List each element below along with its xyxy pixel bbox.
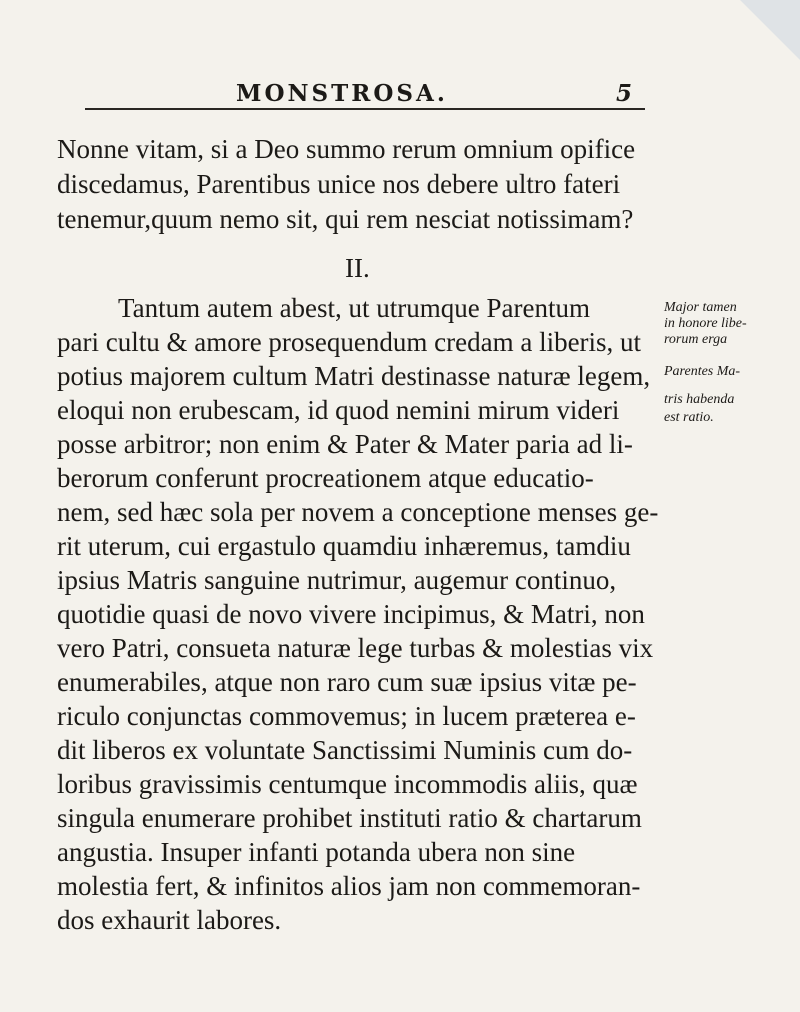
text-line: dos exhaurit labores. [57,905,282,935]
page-corner [740,0,800,60]
text-line: eloqui non erubescam, id quod nemini mirum videri [57,395,620,425]
text-line: dit liberos ex voluntate Sanctissimi Numinis cum do- [57,735,633,765]
margin-note-line: Major tamen [664,300,737,315]
margin-note-line: tris habenda [664,392,735,407]
margin-note-line: est ratio. [664,410,714,425]
text-line: singula enumerare prohibet instituti ratio & chartarum [57,803,642,833]
text-line: berorum conferunt procreationem atque educatio- [57,463,594,493]
page-number: 5 [616,80,633,107]
text-line: Nonne vitam, si a Deo summo rerum omnium opifice [57,134,636,164]
text-line: angustia. Insuper infanti potanda ubera non sine [57,837,576,867]
text-line: quotidie quasi de novo vivere incipimus, & Matri, non [57,599,645,629]
header-rule [85,108,645,110]
text-line: nem, sed hæc sola per novem a conceptione menses ge- [57,497,659,527]
text-line: posse arbitror; non enim & Pater & Mater paria ad li- [57,429,633,459]
text-line: potius majorem cultum Matri destinasse naturæ legem, [57,361,651,391]
text-line: vero Patri, consueta naturæ lege turbas & molestias vix [57,633,654,663]
text-line: loribus gravissimis centumque incommodis aliis, quæ [57,769,638,799]
text-line: ipsius Matris sanguine nutrimur, augemur continuo, [57,565,617,595]
text-line: pari cultu & amore prosequendum credam a liberis, ut [57,327,642,357]
margin-note-line: Parentes Ma- [664,364,741,379]
margin-note-line: in honore libe- [664,316,747,331]
text-line: rit uterum, cui ergastulo quamdiu inhæremus, tamdiu [57,531,631,561]
text-line: tenemur,quum nemo sit, qui rem nesciat notissimam? [57,204,634,234]
margin-note-line: rorum erga [664,332,728,347]
text-line: riculo conjunctas commovemus; in lucem præterea e- [57,701,636,731]
text-line: enumerabiles, atque non raro cum suæ ipsius vitæ pe- [57,667,637,697]
running-title: MONSTROSA. [236,80,448,107]
text-line: Tantum autem abest, ut utrumque Parentum [118,293,590,323]
section-heading: II. [345,253,370,283]
text-line: molestia fert, & infinitos alios jam non commemoran- [57,871,641,901]
text-line: discedamus, Parentibus unice nos debere ultro fateri [57,169,621,199]
